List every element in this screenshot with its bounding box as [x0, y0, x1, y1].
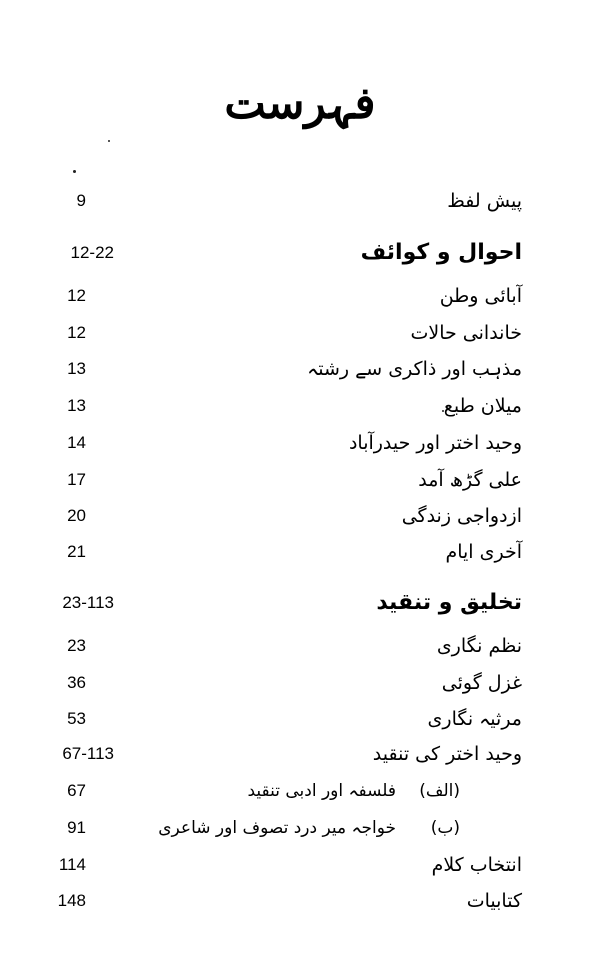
toc-entry-page: 12: [67, 286, 86, 305]
toc-entry-page: 13: [67, 359, 86, 378]
toc-entry-page: 14: [67, 433, 86, 452]
toc-section-page: 23-113: [62, 593, 114, 612]
toc-entry-page: 114: [58, 855, 86, 874]
toc-entry-page: 20: [67, 506, 86, 525]
toc-subentry: [0, 813, 600, 843]
toc-entry-page: 148: [57, 891, 86, 910]
toc-entry-page: 91: [67, 818, 86, 837]
toc-entry: [0, 354, 600, 384]
toc-entry-label: غزل گوئی: [441, 672, 522, 694]
toc-entry-page: 23: [67, 636, 86, 655]
toc-entry: [0, 281, 600, 311]
toc-entry-page: 9: [76, 191, 86, 210]
toc-entry-page: 17: [67, 470, 86, 489]
toc-entry: [0, 886, 600, 916]
toc-entry-label: کتابیات: [466, 890, 522, 912]
toc-entry-page: 53: [67, 709, 86, 728]
toc-entry: [0, 537, 600, 567]
toc-subentry: [0, 776, 600, 806]
toc-entry: [0, 391, 600, 421]
toc-entry-label: آبائی وطن: [439, 285, 522, 307]
toc-entry-label: وحید اختر کی تنقید: [372, 743, 522, 765]
toc-subentry-label: خواجہ میر درد تصوف اور شاعری: [158, 818, 396, 838]
toc-entry: [0, 668, 600, 698]
toc-entry: [0, 631, 600, 661]
toc-entry-label: مذہب اور ذاکری سے رشتہ: [307, 358, 522, 380]
toc-entry: [0, 428, 600, 458]
toc-section-label: تخلیق و تنقید: [376, 590, 522, 615]
toc-entry: [0, 501, 600, 531]
toc-entry-label: علی گڑھ آمد: [418, 469, 522, 491]
toc-section-page: 12-22: [70, 243, 114, 262]
toc-entry-page: 13: [67, 396, 86, 415]
toc-entry: [0, 186, 600, 216]
toc-entry-label: انتخاب کلام: [431, 854, 522, 876]
toc-subentry-marker: (ب): [430, 818, 460, 838]
toc-entry-label: خاندانی حالات: [410, 322, 522, 344]
toc-entry-label: پیش لفظ: [447, 190, 522, 212]
toc-entry: [0, 704, 600, 734]
toc-entry-label: آخری ایام: [445, 541, 522, 563]
toc-entry: [0, 739, 600, 769]
toc-subentry-label: فلسفہ اور ادبی تنقید: [247, 781, 396, 801]
toc-entry: [0, 465, 600, 495]
toc-section-label: احوال و کوائف: [360, 240, 522, 265]
toc-entry: [0, 318, 600, 348]
toc-entry-page: 67-113: [62, 744, 114, 763]
toc-subentry-marker: (الف): [419, 781, 460, 801]
toc-entry: [0, 850, 600, 880]
stray-mark: [108, 140, 110, 142]
page-title: فہرست: [224, 78, 376, 129]
toc-entry-page: 12: [67, 323, 86, 342]
toc-section-heading: [0, 588, 600, 618]
toc-entry-page: 67: [67, 781, 86, 800]
toc-entry-label: نظم نگاری: [436, 635, 522, 657]
stray-mark: [73, 170, 76, 173]
toc-entry-label: ازدواجی زندگی: [401, 505, 522, 527]
toc-entry-label: میلان طبع: [443, 395, 522, 417]
toc-entry-page: 21: [67, 542, 86, 561]
toc-section-heading: [0, 238, 600, 268]
toc-entry-label: وحید اختر اور حیدرآباد: [348, 432, 522, 454]
toc-entry-page: 36: [67, 673, 86, 692]
toc-entry-label: مرثیہ نگاری: [427, 708, 522, 730]
